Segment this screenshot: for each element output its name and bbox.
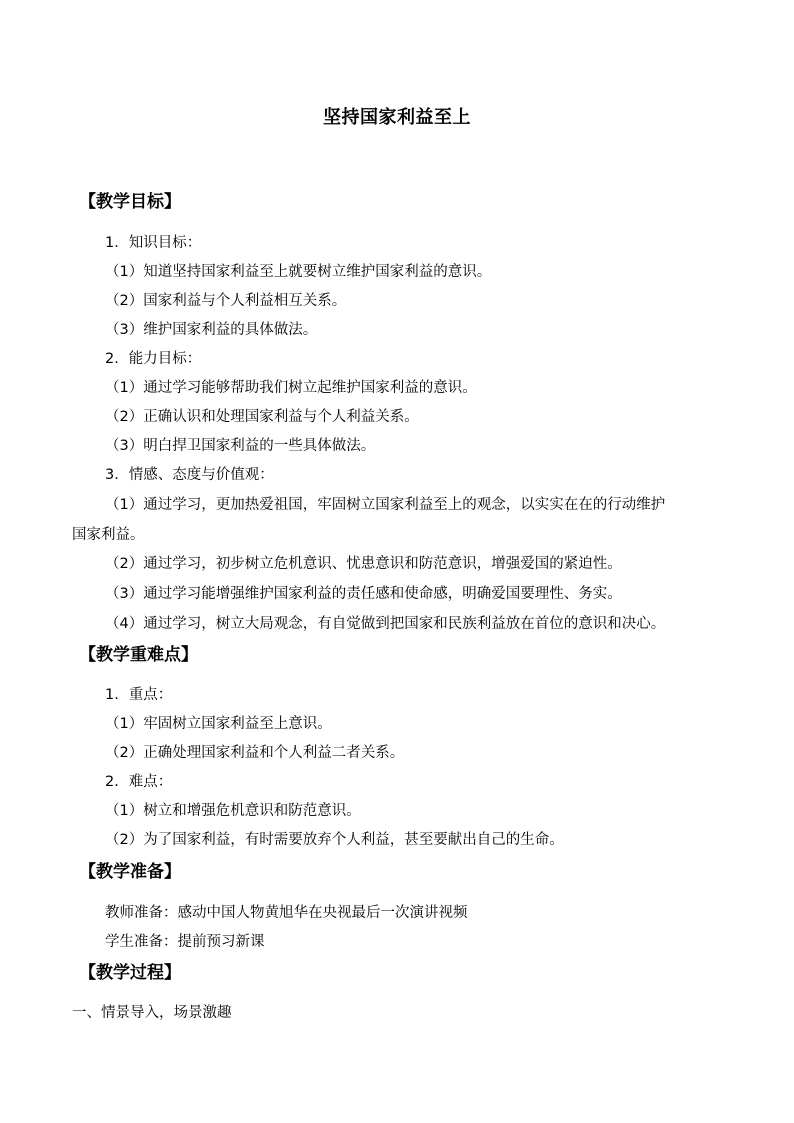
key-point-item-1: （1）牢固树立国家利益至上意识。 (105, 716, 332, 732)
goal-knowledge-item-1: （1）知道坚持国家利益至上就要树立维护国家利益的意识。 (105, 264, 492, 280)
goal-ability-item-3: （3）明白捍卫国家利益的一些具体做法。 (105, 438, 376, 454)
difficult-point-item-2: （2）为了国家利益，有时需要放弃个人利益，甚至要献出自己的生命。 (105, 832, 564, 848)
goal-emotion-label: 3．情感、态度与价值观： (105, 467, 274, 483)
goal-emotion-item-4: （4）通过学习，树立大局观念，有自觉做到把国家和民族利益放在首位的意识和决心。 (105, 616, 666, 632)
document-title: 坚持国家利益至上 (323, 107, 471, 128)
goal-emotion-item-1-continuation: 国家利益。 (72, 527, 145, 543)
goal-knowledge-item-3: （3）维护国家利益的具体做法。 (105, 322, 318, 338)
goal-emotion-item-2: （2）通过学习，初步树立危机意识、忧患意识和防范意识，增强爱国的紧迫性。 (105, 556, 622, 572)
goal-ability-label: 2．能力目标： (105, 351, 202, 367)
section-heading-teaching-goals: 【教学目标】 (79, 192, 181, 212)
key-point-item-2: （2）正确处理国家利益和个人利益二者关系。 (105, 745, 405, 761)
goal-ability-item-1: （1）通过学习能够帮助我们树立起维护国家利益的意识。 (105, 380, 477, 396)
goal-knowledge-item-2: （2）国家利益与个人利益相互关系。 (105, 293, 347, 309)
process-step-1: 一、情景导入，场景激趣 (72, 1005, 232, 1021)
teacher-preparation: 教师准备：感动中国人物黄旭华在央视最后一次演讲视频 (105, 905, 468, 921)
section-heading-preparation: 【教学准备】 (79, 862, 181, 882)
section-heading-key-difficult-points: 【教学重难点】 (79, 645, 198, 665)
student-preparation: 学生准备：提前预习新课 (105, 934, 265, 950)
key-point-label: 1．重点： (105, 687, 173, 703)
goal-knowledge-label: 1．知识目标： (105, 235, 202, 251)
goal-emotion-item-3: （3）通过学习能增强维护国家利益的责任感和使命感，明确爱国要理性、务实。 (105, 586, 622, 602)
section-heading-teaching-process: 【教学过程】 (79, 963, 181, 983)
difficult-point-item-1: （1）树立和增强危机意识和防范意识。 (105, 803, 361, 819)
goal-emotion-item-1: （1）通过学习，更加热爱祖国，牢固树立国家利益至上的观念，以实实在在的行动维护 (105, 497, 666, 513)
difficult-point-label: 2．难点： (105, 774, 173, 790)
goal-ability-item-2: （2）正确认识和处理国家利益与个人利益关系。 (105, 409, 419, 425)
